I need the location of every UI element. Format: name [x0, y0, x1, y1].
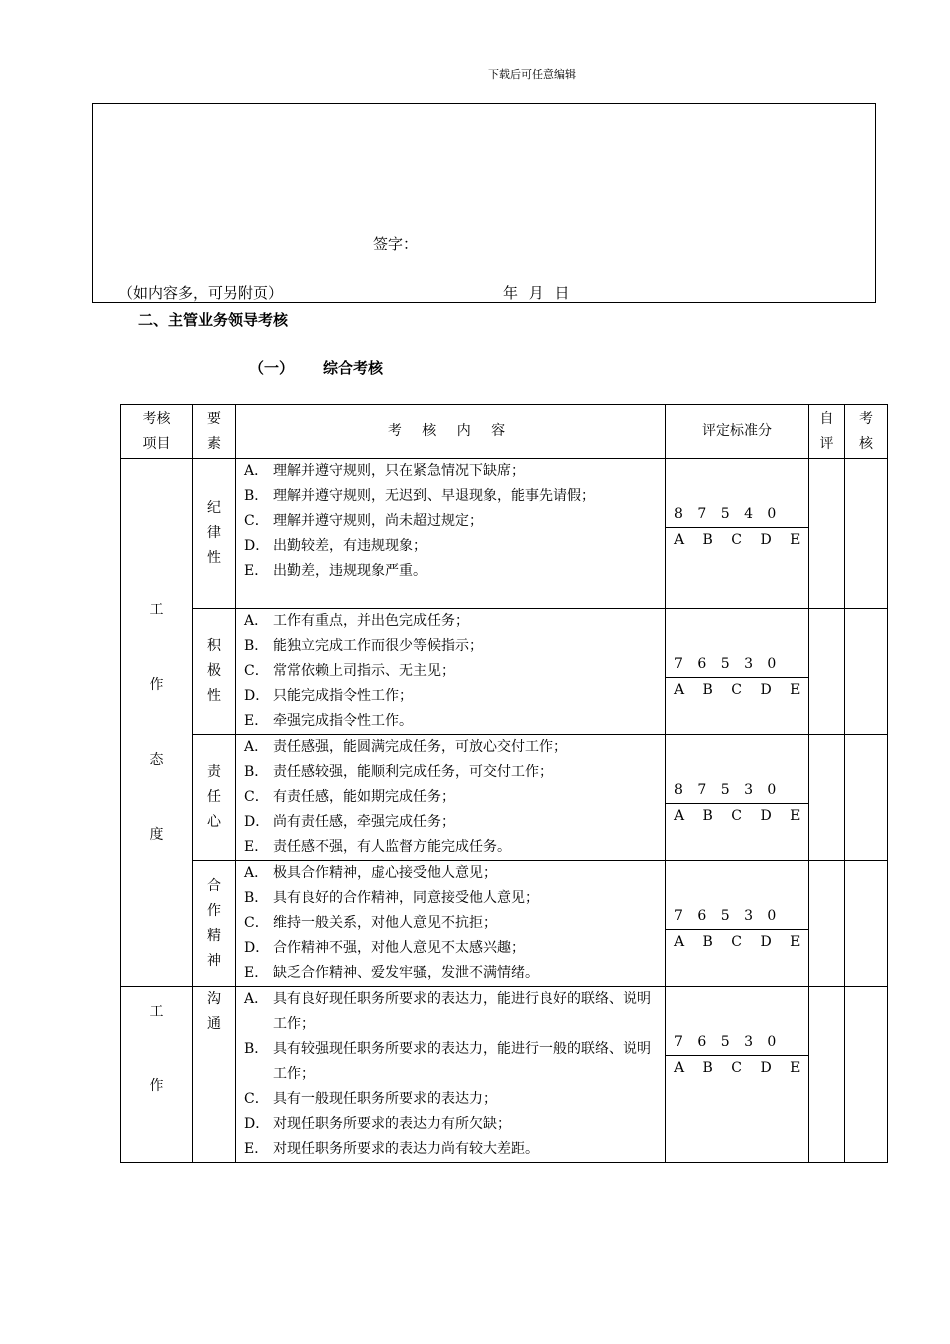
criterion-text: 具有良好的合作精神，同意接受他人意见；: [273, 890, 539, 906]
criterion-letter: D．: [244, 814, 270, 830]
criterion-item: [244, 961, 659, 986]
criterion-text: 理解并遵守规则，尚未超过规定；: [273, 513, 483, 529]
table-body: [121, 459, 888, 1163]
table-row: [121, 735, 888, 861]
criterion-letter: C．: [244, 915, 269, 931]
criterion-letter: C．: [244, 789, 269, 805]
score-cell: [666, 861, 809, 987]
element-char: 性: [207, 688, 221, 704]
score-grades: A B C D E: [674, 532, 807, 548]
element-char: 积: [207, 638, 221, 654]
criterion-text: 责任感较强，能顺利完成任务，可交付工作；: [273, 764, 553, 780]
score-grades: A B C D E: [674, 682, 807, 698]
criterion-text: 常常依赖上司指示、无主见；: [273, 663, 455, 679]
header-element-text: 要素: [207, 410, 221, 452]
element-char: 责: [207, 764, 221, 780]
element-cell: [193, 609, 236, 735]
category-char: 作: [149, 1078, 164, 1094]
criterion-letter: C．: [244, 1091, 269, 1107]
category-char: 度: [149, 826, 164, 843]
signature-label: 签字：: [373, 235, 419, 253]
element-cell: [193, 987, 236, 1163]
category-char: 工: [149, 601, 164, 618]
element-cell: [193, 735, 236, 861]
element-char: 任: [207, 789, 221, 805]
criterion-letter: A．: [244, 463, 269, 479]
criterion-item: [244, 659, 659, 684]
criterion-item: [244, 835, 659, 860]
criterion-letter: E．: [244, 839, 269, 855]
element-cell: [193, 861, 236, 987]
criterion-letter: B．: [244, 890, 269, 906]
criterion-text: 合作精神不强，对他人意见不太感兴趣；: [273, 940, 525, 956]
header-review-text: 考核: [859, 410, 873, 452]
category-char: 作: [149, 676, 164, 693]
category-cell: [121, 459, 193, 987]
criterion-text: 极具合作精神，虚心接受他人意见；: [273, 865, 497, 881]
criterion-text: 牵强完成指令性工作。: [273, 713, 413, 729]
criterion-letter: A．: [244, 613, 269, 629]
criterion-letter: D．: [244, 538, 270, 554]
review-cell[interactable]: [845, 735, 888, 861]
content-cell: [236, 459, 666, 609]
score-values: 7 6 5 3 0: [666, 652, 808, 678]
header-item-text: 考核项目: [142, 410, 171, 452]
criterion-text: 维持一般关系，对他人意见不抗拒；: [273, 915, 497, 931]
content-cell: [236, 735, 666, 861]
criterion-item: [244, 609, 659, 634]
criterion-item: [244, 559, 659, 584]
criterion-letter: B．: [244, 488, 269, 504]
element-char: 合: [207, 877, 221, 894]
category-label: [121, 975, 192, 1123]
criterion-letter: B．: [244, 764, 269, 780]
header-note: 下载后可任意编辑: [488, 68, 576, 81]
score-cell: [666, 459, 809, 609]
category-char: 工: [149, 1004, 164, 1020]
header-standard: 评定标准分: [666, 405, 809, 459]
criterion-text: 工作有重点，并出色完成任务；: [273, 613, 469, 629]
criterion-item: [244, 886, 659, 911]
self-eval-cell[interactable]: [809, 609, 845, 735]
score-grades: A B C D E: [674, 808, 807, 824]
element-char: 纪: [207, 500, 221, 516]
element-char: 通: [207, 1016, 221, 1032]
criterion-letter: A．: [244, 865, 269, 881]
criterion-text: 有责任感，能如期完成任务；: [273, 789, 455, 805]
criterion-letter: E．: [244, 965, 269, 981]
self-eval-cell[interactable]: [809, 861, 845, 987]
criterion-item: [244, 911, 659, 936]
criterion-item: [244, 760, 659, 785]
score-cell: [666, 735, 809, 861]
review-cell[interactable]: [845, 459, 888, 609]
criterion-item: [244, 634, 659, 659]
criterion-letter: E．: [244, 1141, 269, 1157]
attachment-note: （如内容多，可另附页）: [118, 284, 284, 302]
criterion-letter: B．: [244, 1041, 269, 1057]
header-self: [809, 405, 845, 459]
table-row: [121, 987, 888, 1163]
criterion-letter: A．: [244, 991, 269, 1007]
element-char: 性: [207, 550, 221, 566]
element-char: 心: [207, 814, 221, 830]
comment-box: [92, 103, 876, 303]
score-values: 7 6 5 3 0: [666, 1030, 808, 1056]
criterion-item: [244, 459, 659, 484]
table-row: [121, 609, 888, 735]
section-title: 二、主管业务领导考核: [138, 311, 289, 329]
element-char: 律: [207, 525, 221, 541]
criterion-item: [244, 785, 659, 810]
self-eval-cell[interactable]: [809, 735, 845, 861]
content-cell: [236, 861, 666, 987]
score-grades: A B C D E: [674, 934, 807, 950]
score-grades: A B C D E: [674, 1060, 807, 1076]
criterion-letter: E．: [244, 713, 269, 729]
subsection-number: （一）: [249, 359, 295, 377]
criterion-letter: B．: [244, 638, 269, 654]
criterion-text: 出勤较差，有违规现象；: [273, 538, 427, 554]
criterion-text: 具有一般现任职务所要求的表达力；: [273, 1091, 497, 1107]
subsection-title: 综合考核: [323, 359, 384, 377]
criterion-item: [244, 484, 659, 509]
criterion-item: [244, 534, 659, 559]
table-header-row: [121, 405, 888, 459]
category-cell: [121, 987, 193, 1163]
element-char: 神: [207, 952, 221, 969]
header-content: 考 核 内 容: [236, 405, 666, 459]
review-cell[interactable]: [845, 609, 888, 735]
criterion-text: 责任感不强，有人监督方能完成任务。: [273, 839, 511, 855]
element-cell: [193, 459, 236, 609]
element-char: 极: [207, 663, 221, 679]
criterion-text: 责任感强，能圆满完成任务，可放心交付工作；: [273, 739, 567, 755]
score-values: 8 7 5 3 0: [666, 778, 808, 804]
content-cell: [236, 609, 666, 735]
criterion-item: [244, 987, 659, 1037]
criterion-letter: C．: [244, 663, 269, 679]
table-row: [121, 861, 888, 987]
table-row: [121, 459, 888, 609]
criterion-item: [244, 810, 659, 835]
header-item: [121, 405, 193, 459]
header-review: [845, 405, 888, 459]
criterion-text: 能独立完成工作而很少等候指示；: [273, 638, 483, 654]
self-eval-cell[interactable]: [809, 987, 845, 1163]
criterion-letter: C．: [244, 513, 269, 529]
category-char: 态: [149, 751, 164, 768]
criterion-item: [244, 861, 659, 886]
header-element: [193, 405, 236, 459]
review-cell[interactable]: [845, 861, 888, 987]
criterion-item: [244, 1037, 659, 1087]
criterion-text: 对现任职务所要求的表达力有所欠缺；: [273, 1116, 511, 1132]
criterion-letter: D．: [244, 688, 270, 704]
criterion-text: 具有良好现任职务所要求的表达力，能进行良好的联络、说明工作；: [273, 991, 651, 1032]
content-cell: [236, 987, 666, 1163]
criterion-item: [244, 1087, 659, 1112]
criterion-letter: D．: [244, 1116, 270, 1132]
element-char: 精: [207, 927, 221, 944]
header-self-text: 自评: [819, 410, 834, 452]
criterion-item: [244, 1137, 659, 1162]
score-values: 7 6 5 3 0: [666, 904, 808, 930]
criterion-item: [244, 735, 659, 760]
element-char: 沟: [207, 991, 221, 1007]
evaluation-table: [120, 404, 888, 1163]
criterion-item: [244, 1112, 659, 1137]
criterion-letter: A．: [244, 739, 269, 755]
category-label: [121, 573, 192, 873]
score-cell: [666, 987, 809, 1163]
criterion-item: [244, 936, 659, 961]
criterion-item: [244, 709, 659, 734]
criterion-item: [244, 509, 659, 534]
criterion-letter: E．: [244, 563, 269, 579]
criterion-text: 理解并遵守规则，只在紧急情况下缺席；: [273, 463, 525, 479]
criterion-text: 理解并遵守规则，无迟到、早退现象，能事先请假；: [273, 488, 595, 504]
score-values: 8 7 5 4 0: [666, 502, 808, 528]
criterion-letter: D．: [244, 940, 270, 956]
review-cell[interactable]: [845, 987, 888, 1163]
criterion-text: 缺乏合作精神、爱发牢骚，发泄不满情绪。: [273, 965, 539, 981]
element-char: 作: [207, 902, 221, 919]
score-cell: [666, 609, 809, 735]
criterion-text: 只能完成指令性工作；: [273, 688, 413, 704]
criterion-text: 对现任职务所要求的表达力尚有较大差距。: [273, 1141, 539, 1157]
date-label: 年 月 日: [503, 284, 571, 302]
criterion-text: 尚有责任感，牵强完成任务；: [273, 814, 455, 830]
criterion-text: 具有较强现任职务所要求的表达力，能进行一般的联络、说明工作；: [273, 1041, 651, 1082]
criterion-text: 出勤差，违规现象严重。: [273, 563, 427, 579]
criterion-item: [244, 684, 659, 709]
self-eval-cell[interactable]: [809, 459, 845, 609]
